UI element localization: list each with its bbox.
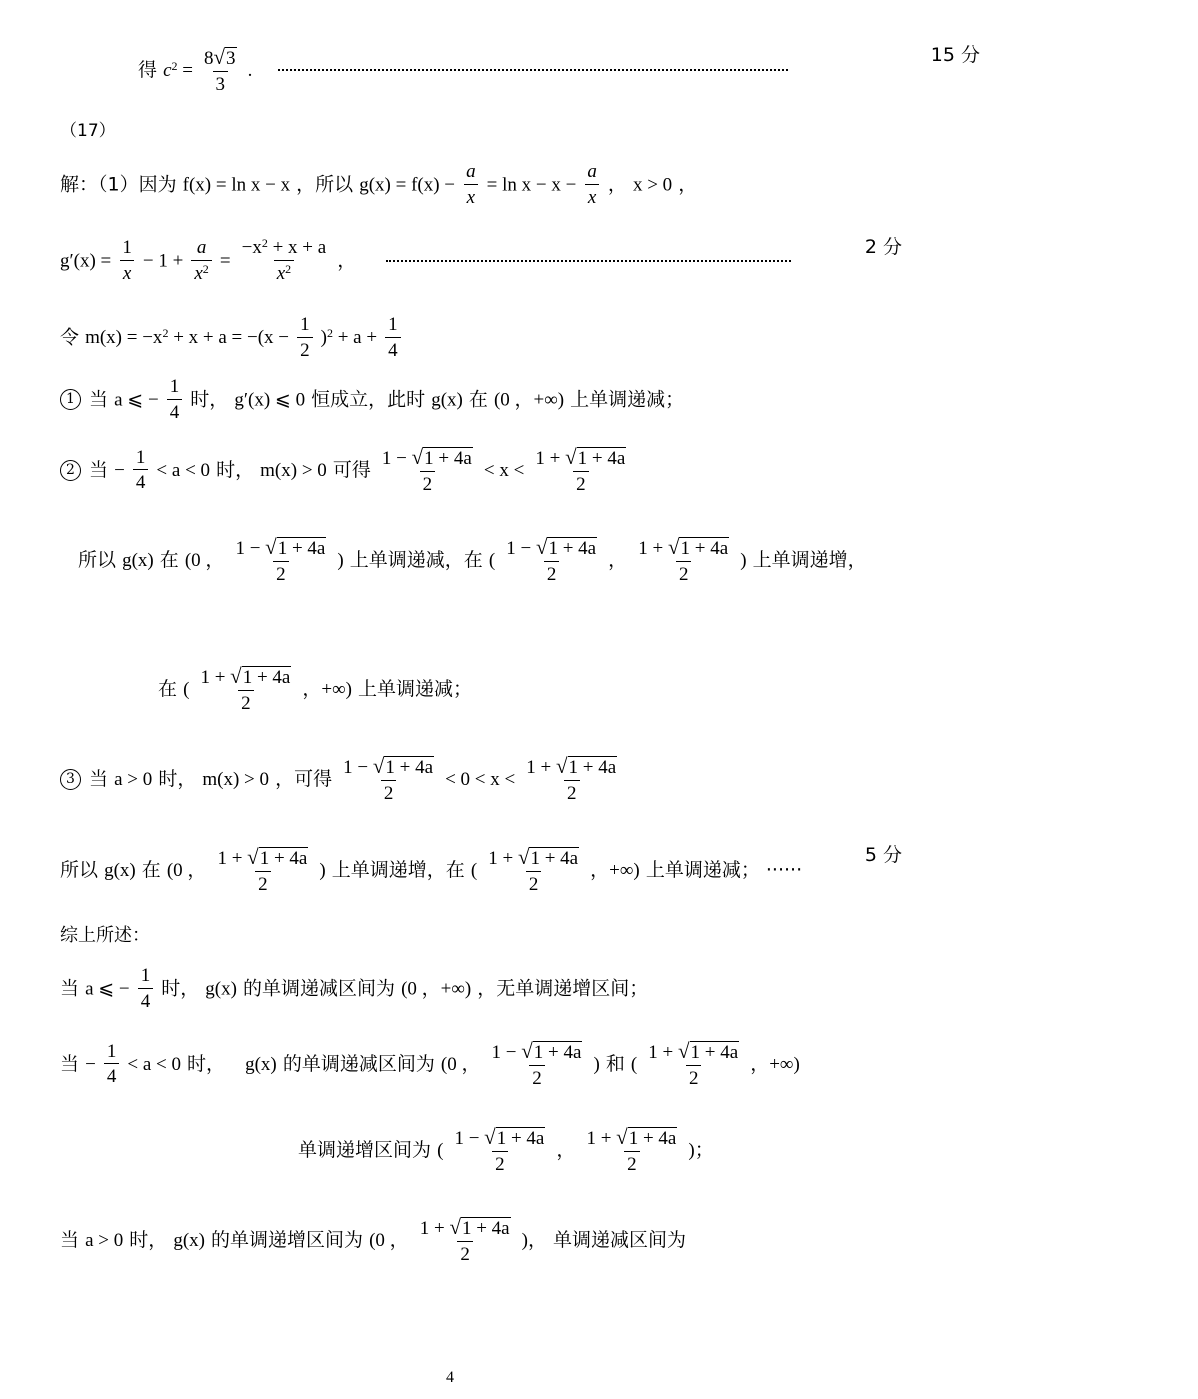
text: 时，: [187, 1052, 226, 1075]
text: 可得: [332, 458, 371, 481]
math: a > 0: [85, 1229, 124, 1251]
math: ，: [608, 549, 628, 571]
math: (0 ，: [166, 859, 207, 881]
fraction: $\frac{1 - √1 + 4a}{2}$: [381, 445, 472, 495]
math: (0 ，: [440, 1053, 481, 1075]
case-1: [0, 377, 960, 423]
math: (0 ，: [184, 549, 225, 571]
text: 所以: [78, 548, 117, 571]
math: a ⩽ −: [85, 978, 130, 1000]
text: 上单调递减，在: [349, 548, 483, 571]
text: 上单调递增，在: [331, 858, 465, 881]
math: g(x): [173, 1229, 205, 1251]
math: g′(x) =: [60, 250, 112, 272]
math: −: [114, 459, 125, 481]
fraction: $\frac{1 - √1 + 4a}{2}$: [491, 1039, 582, 1089]
case-2-tail: [0, 665, 1058, 714]
fraction: $\frac{8√3}{3}$: [204, 45, 236, 95]
fraction: $\frac{1 - √1 + 4a}{2}$: [454, 1125, 545, 1175]
circle-number: 1: [60, 389, 81, 410]
leader-dots: ······: [765, 858, 803, 881]
text: 的单调递增区间为: [211, 1228, 364, 1251]
text: ，无单调递增区间；: [477, 977, 649, 1000]
math: )，: [521, 1229, 547, 1251]
math: g(x): [122, 549, 154, 571]
case-3: [0, 755, 960, 804]
text: 上单调递增，: [752, 548, 867, 571]
fraction: $\frac{a}{x}$: [584, 162, 600, 208]
fraction: $\frac{1}{4}$: [138, 966, 154, 1012]
math: (: [437, 1139, 444, 1161]
fraction: $\frac{1 + √1 + 4a}{2}$: [526, 754, 617, 804]
math: < a < 0: [127, 1053, 181, 1075]
text: 令: [60, 326, 80, 349]
fraction: $\frac{1 + √1 + 4a}{2}$: [535, 445, 626, 495]
leader-dots: [386, 260, 791, 262]
math: f(x) = ln x − x: [182, 174, 291, 196]
solution-line: [0, 162, 960, 208]
math: g(x): [104, 859, 136, 881]
math: (0 ，: [369, 1229, 409, 1251]
math: $c^2$ =: [163, 58, 193, 81]
fraction: $\frac{1}{4}$: [167, 377, 183, 423]
text: 当: [89, 767, 109, 790]
text: 的单调递减区间为: [282, 1052, 435, 1075]
problem-label: （17）: [60, 121, 116, 141]
math: < 0 < x <: [445, 768, 516, 790]
math: ): [319, 859, 326, 881]
fraction: $\frac{a}{x}$: [463, 162, 479, 208]
page-number: 4: [446, 1369, 454, 1386]
math: −: [85, 1053, 96, 1075]
text: 在: [141, 858, 161, 881]
text: 时，: [190, 388, 229, 411]
math: ，+∞): [750, 1053, 800, 1075]
fraction: $\frac{-x^2 + x + a}{x^2}$: [241, 236, 327, 284]
fraction: $\frac{1}{4}$: [104, 1042, 120, 1088]
fraction: $\frac{1}{4}$: [385, 315, 401, 361]
circle-number: 2: [60, 460, 81, 481]
text: 上单调递减；: [570, 388, 685, 411]
fraction: $\frac{1 + √1 + 4a}{2}$: [586, 1125, 677, 1175]
summary-1: [0, 966, 960, 1012]
circle-number: 3: [60, 769, 81, 790]
text: 和: [605, 1052, 625, 1075]
text: 在: [159, 548, 179, 571]
fraction: $\frac{1 - √1 + 4a}{2}$: [343, 754, 434, 804]
text: 恒成立，此时: [311, 388, 426, 411]
score-line-15: [0, 46, 1038, 95]
math: ，+∞): [590, 859, 640, 881]
fraction: $\frac{1 - √1 + 4a}{2}$: [235, 535, 326, 585]
score: 5 分: [864, 844, 902, 866]
text: 时，: [161, 977, 200, 1000]
math: g(x): [205, 978, 237, 1000]
score: 15 分: [930, 44, 980, 66]
fraction: $\frac{1 + √1 + 4a}{2}$: [638, 535, 729, 585]
text: 上单调递减；: [358, 677, 473, 700]
math: a ⩽ −: [114, 389, 159, 411]
math: x > 0: [632, 174, 673, 196]
math: (: [630, 1053, 638, 1075]
math: )；: [688, 1139, 714, 1161]
score: 2 分: [864, 236, 902, 258]
math: (0 ，+∞): [401, 978, 472, 1000]
math: (: [183, 678, 190, 700]
math: ，: [556, 1139, 576, 1161]
math: (: [488, 549, 496, 571]
math: (0 ，+∞): [493, 389, 565, 411]
fraction: $\frac{1 + √1 + 4a}{2}$: [488, 845, 579, 895]
fraction: $\frac{1}{x}$: [119, 238, 135, 284]
derivative-line: g′(x) = $\frac{1}{x}$ − 1 + $\frac{a}{x^2}$ = $\frac{-x^2 + x + a}{x^2}$ ， 2 分: [60, 236, 902, 284]
text: 的单调递减区间为: [243, 977, 396, 1000]
text: ，所以: [296, 173, 354, 196]
summary-2: [0, 1040, 960, 1089]
text: 当: [89, 388, 109, 411]
math: g(x): [431, 389, 463, 411]
m-definition-line: 令 $m(x) = -x^2 + x + a = -(x$ − $\frac{1}{2}$ )$^2$ + a + $\frac{1}{4}$: [0, 315, 960, 361]
text: 得: [138, 58, 158, 81]
math: − 1 +: [142, 250, 184, 272]
fraction: $\frac{1}{4}$: [133, 448, 149, 494]
fraction: $\frac{a}{x^2}$: [191, 238, 211, 284]
summary-3: [0, 1216, 960, 1265]
case-2: [0, 446, 960, 495]
summary-label: 综上所述：: [60, 925, 150, 946]
math: ): [337, 549, 344, 571]
text: 当: [89, 458, 109, 481]
math: ，+∞): [302, 678, 352, 700]
math: g(x): [245, 1053, 277, 1075]
math: g′(x) ⩽ 0: [234, 389, 306, 411]
text: 当: [60, 977, 80, 1000]
text: 当: [60, 1052, 80, 1075]
fraction: $\frac{1 - √1 + 4a}{2}$: [506, 535, 597, 585]
math: < x <: [483, 459, 525, 481]
math: (: [470, 859, 478, 881]
text: ，: [607, 173, 627, 196]
math: m(x) > 0: [202, 768, 270, 790]
text: 上单调递减；: [645, 858, 760, 881]
case-3-intervals: [0, 846, 960, 895]
fraction: $\frac{1 + √1 + 4a}{2}$: [648, 1039, 739, 1089]
text: .: [247, 59, 253, 81]
text: 时，: [158, 767, 197, 790]
math: ): [593, 1053, 600, 1075]
text: 时，: [216, 458, 255, 481]
math: ): [740, 549, 747, 571]
text: 当: [60, 1228, 80, 1251]
math: < a < 0: [156, 459, 211, 481]
math: m(x) > 0: [260, 459, 327, 481]
math: g(x) = f(x) −: [359, 174, 456, 196]
summary-2-increasing: [0, 1126, 1198, 1175]
fraction: $\frac{1}{2}$: [297, 315, 313, 361]
text: 在: [158, 677, 178, 700]
fraction: $\frac{1 + √1 + 4a}{2}$: [200, 664, 291, 714]
text: 解：（1）因为: [60, 173, 177, 196]
text: 单调递减区间为: [553, 1228, 687, 1251]
text: ，: [678, 173, 698, 196]
math: a > 0: [114, 768, 153, 790]
fraction: $\frac{1 + √1 + 4a}{2}$: [419, 1215, 510, 1265]
text: 在: [468, 388, 488, 411]
text: 所以: [60, 858, 99, 881]
text: ，: [337, 249, 357, 272]
text: 单调递增区间为: [298, 1138, 432, 1161]
fraction: $\frac{1 + √1 + 4a}{2}$: [217, 845, 308, 895]
case-2-intervals: [0, 536, 978, 585]
text: 时，: [129, 1228, 168, 1251]
text: ，可得: [275, 767, 333, 790]
math: = ln x − x −: [486, 174, 577, 196]
leader-dots: [278, 69, 788, 71]
